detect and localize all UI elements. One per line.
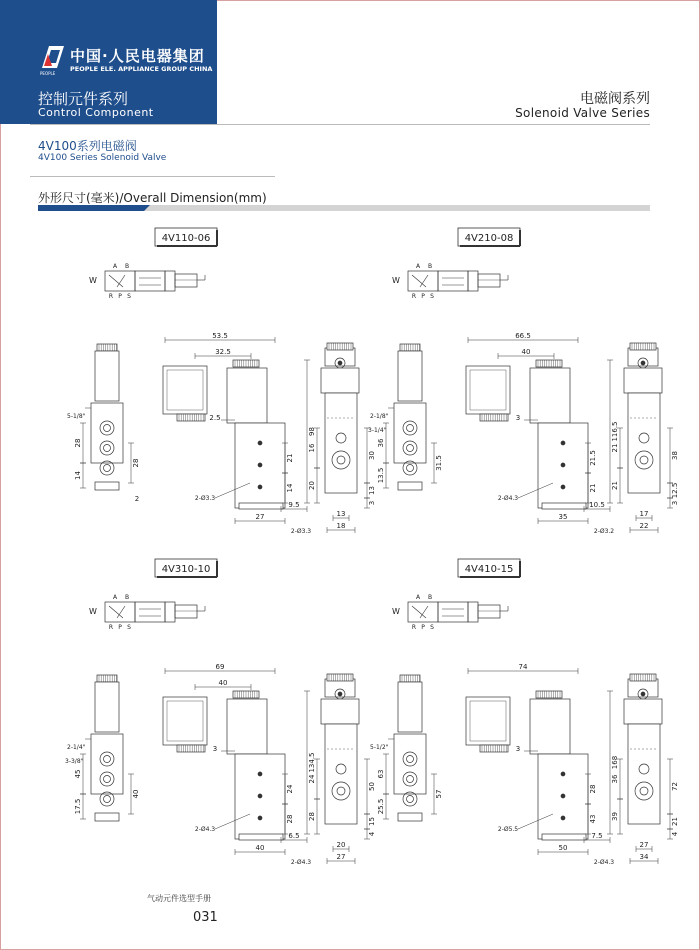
port-label: 3-1/4"	[368, 427, 387, 434]
symbol-label: P	[421, 293, 425, 300]
dimension-label: 28	[286, 814, 294, 824]
hole-label: 2-Ø4.3	[194, 826, 216, 833]
dimension-label: 13	[368, 486, 376, 495]
port-label: 5-1/8"	[67, 413, 86, 420]
hole-label: 2-Ø4.3	[497, 495, 519, 502]
spring-symbol: W	[89, 607, 97, 616]
dimension-label: 7.5	[591, 832, 603, 840]
dimension-label: 28	[589, 784, 597, 794]
symbol-label: S	[127, 293, 131, 300]
dimension-label: 28	[308, 812, 316, 821]
dimension-label: 98	[308, 427, 316, 436]
dimension-label: 22	[639, 522, 649, 530]
dimension-label: 21	[611, 481, 619, 490]
symbol-label: B	[124, 594, 130, 601]
end-view	[308, 674, 376, 864]
dimension-label: 24	[308, 774, 316, 784]
symbol-label: S	[430, 624, 434, 631]
dimension-label: 40	[521, 348, 531, 356]
dimension-label: 53.5	[212, 332, 228, 340]
valve-drawing-4v210-08	[368, 228, 679, 535]
hole-label: 2-Ø4.3	[290, 859, 312, 866]
port-label: 2-1/8"	[370, 413, 389, 420]
symbol-label: B	[427, 594, 433, 601]
product-title-en: 4V100 Series Solenoid Valve	[38, 153, 167, 163]
end-view	[611, 343, 679, 533]
port-label: 5-1/2"	[370, 744, 389, 751]
dimension-label: 14	[74, 471, 82, 480]
model-label: 4V210-08	[464, 233, 514, 244]
dimension-label: 21	[589, 483, 597, 493]
front-view	[368, 344, 443, 490]
dimension-label: 3	[368, 500, 376, 506]
series-title-en: Solenoid Valve Series	[515, 106, 650, 120]
dimension-label: 6.5	[288, 832, 300, 840]
hole-label: 2-Ø3.2	[593, 528, 615, 535]
dimension-label: 45	[74, 769, 82, 779]
dimension-label: 21	[611, 443, 619, 453]
dimension-label: 2	[134, 495, 140, 503]
dimension-label: 43	[589, 814, 597, 824]
hole-label: 2-Ø3.3	[290, 528, 312, 535]
dimension-label: 50	[558, 844, 568, 852]
dimension-label: 40	[132, 789, 140, 799]
dimension-label: 40	[255, 844, 265, 852]
dimension-label: 34	[639, 853, 649, 861]
dimension-label: 27	[336, 853, 346, 861]
port-label: 2-1/4"	[67, 744, 86, 751]
model-label: 4V110-06	[161, 233, 211, 244]
dimension-label: 72	[671, 782, 679, 791]
dimension-label: 4	[671, 831, 679, 837]
hole-label: 2-Ø3.3	[194, 495, 216, 502]
end-view	[611, 674, 679, 864]
dimension-label: 27	[639, 841, 649, 849]
dimension-label: 36	[377, 438, 385, 448]
valve-symbol	[392, 594, 508, 631]
port-label: 3-3/8"	[65, 758, 84, 765]
valve-symbol	[392, 263, 508, 300]
model-label-box	[155, 228, 217, 246]
valve-symbol	[89, 263, 205, 300]
dimension-label: 30	[368, 451, 376, 460]
dimension-label: 38	[671, 451, 679, 460]
symbol-label: S	[127, 624, 131, 631]
end-view	[308, 343, 376, 533]
dimension-label: 17.5	[74, 798, 82, 815]
symbol-label: S	[430, 293, 434, 300]
dimension-label: 13	[336, 510, 346, 518]
side-view	[163, 663, 316, 866]
dimension-label: 3	[515, 745, 521, 753]
brand-name-en: PEOPLE ELE. APPLIANCE GROUP CHINA	[70, 65, 213, 73]
spring-symbol: W	[392, 607, 400, 616]
spring-symbol: W	[89, 276, 97, 285]
front-view	[65, 675, 140, 821]
model-label-box	[458, 228, 520, 246]
symbol-label: R	[411, 293, 417, 300]
dimension-label: 40	[218, 679, 228, 687]
symbol-label: P	[118, 624, 122, 631]
dimension-label: 3	[212, 745, 218, 753]
front-view	[67, 344, 140, 503]
dimension-label: 21	[671, 817, 679, 826]
dimension-label: 74	[518, 663, 528, 671]
dimension-label: 28	[74, 438, 82, 448]
section-title: 外形尺寸(毫米)/Overall Dimension(mm)	[38, 191, 267, 205]
dimension-label: 32.5	[215, 348, 231, 356]
dimension-label: 14	[286, 483, 294, 493]
model-label-box	[458, 559, 520, 577]
dimension-label: 15	[368, 817, 376, 826]
dimension-label: 28	[132, 458, 140, 468]
hole-label: 2-Ø4.3	[593, 859, 615, 866]
brand-mark-text: PEOPLE	[40, 71, 56, 76]
dimension-label: 39	[611, 812, 619, 821]
spring-symbol: W	[392, 276, 400, 285]
dimension-label: 57	[435, 789, 443, 799]
model-label: 4V410-15	[464, 564, 514, 575]
symbol-label: A	[415, 263, 421, 270]
dimension-label: 3	[515, 414, 521, 422]
dimension-label: 35	[558, 513, 568, 521]
page-number: 031	[193, 910, 218, 925]
series-title-cn: 电磁阀系列	[580, 91, 650, 107]
dimension-label: 31.5	[435, 455, 443, 471]
dimension-label: 18	[336, 522, 346, 530]
dimension-label: 16	[308, 443, 316, 453]
dimension-label: 63	[377, 769, 385, 779]
model-label-box	[155, 559, 217, 577]
category-title-en: Control Component	[38, 106, 154, 119]
dimension-label: 13.5	[377, 467, 385, 484]
dimension-label: 36	[611, 774, 619, 784]
dimension-label: 2.5	[209, 414, 221, 422]
dimension-label: 10.5	[589, 501, 605, 509]
brand-name-cn: 中国·人民电器集团	[70, 47, 205, 65]
dimension-label: 21	[286, 453, 294, 463]
dimension-label: 12.5	[671, 482, 679, 499]
dimension-label: 116.5	[611, 421, 619, 442]
dimension-label: 21.5	[589, 450, 597, 466]
valve-drawing-4v110-06	[67, 228, 376, 535]
side-view	[163, 332, 316, 535]
symbol-label: P	[421, 624, 425, 631]
footer-manual-title: 气动元件选型手册	[147, 894, 211, 903]
valve-drawing-4v310-10	[65, 559, 376, 866]
dimension-label: 20	[336, 841, 346, 849]
dimension-label: 69	[215, 663, 225, 671]
symbol-label: R	[108, 624, 114, 631]
dimension-label: 50	[368, 782, 376, 791]
dimension-label: 27	[255, 513, 265, 521]
dimension-label: 3	[671, 500, 679, 506]
symbol-label: B	[124, 263, 130, 270]
symbol-label: B	[427, 263, 433, 270]
dimension-label: 4	[368, 831, 376, 837]
dimension-label: 9.5	[288, 501, 300, 509]
symbol-label: P	[118, 293, 122, 300]
dimension-label: 20	[308, 481, 316, 490]
dimension-label: 25.5	[377, 798, 385, 815]
symbol-label: A	[112, 263, 118, 270]
symbol-label: A	[112, 594, 118, 601]
dimension-label: 66.5	[515, 332, 531, 340]
category-title-cn: 控制元件系列	[38, 90, 129, 108]
dimension-label: 134.5	[308, 752, 316, 773]
symbol-label: R	[108, 293, 114, 300]
dimension-label: 17	[639, 510, 649, 518]
dimension-label: 24	[286, 784, 294, 794]
valve-symbol	[89, 594, 205, 631]
side-view	[466, 663, 619, 866]
model-label: 4V310-10	[161, 564, 211, 575]
symbol-label: R	[411, 624, 417, 631]
front-view	[370, 675, 443, 821]
hole-label: 2-Ø5.5	[497, 826, 519, 833]
product-title-cn: 4V100系列电磁阀	[38, 139, 137, 153]
side-view	[466, 332, 619, 535]
symbol-label: A	[415, 594, 421, 601]
valve-drawing-4v410-15	[370, 559, 679, 866]
dimension-label: 168	[611, 755, 619, 770]
